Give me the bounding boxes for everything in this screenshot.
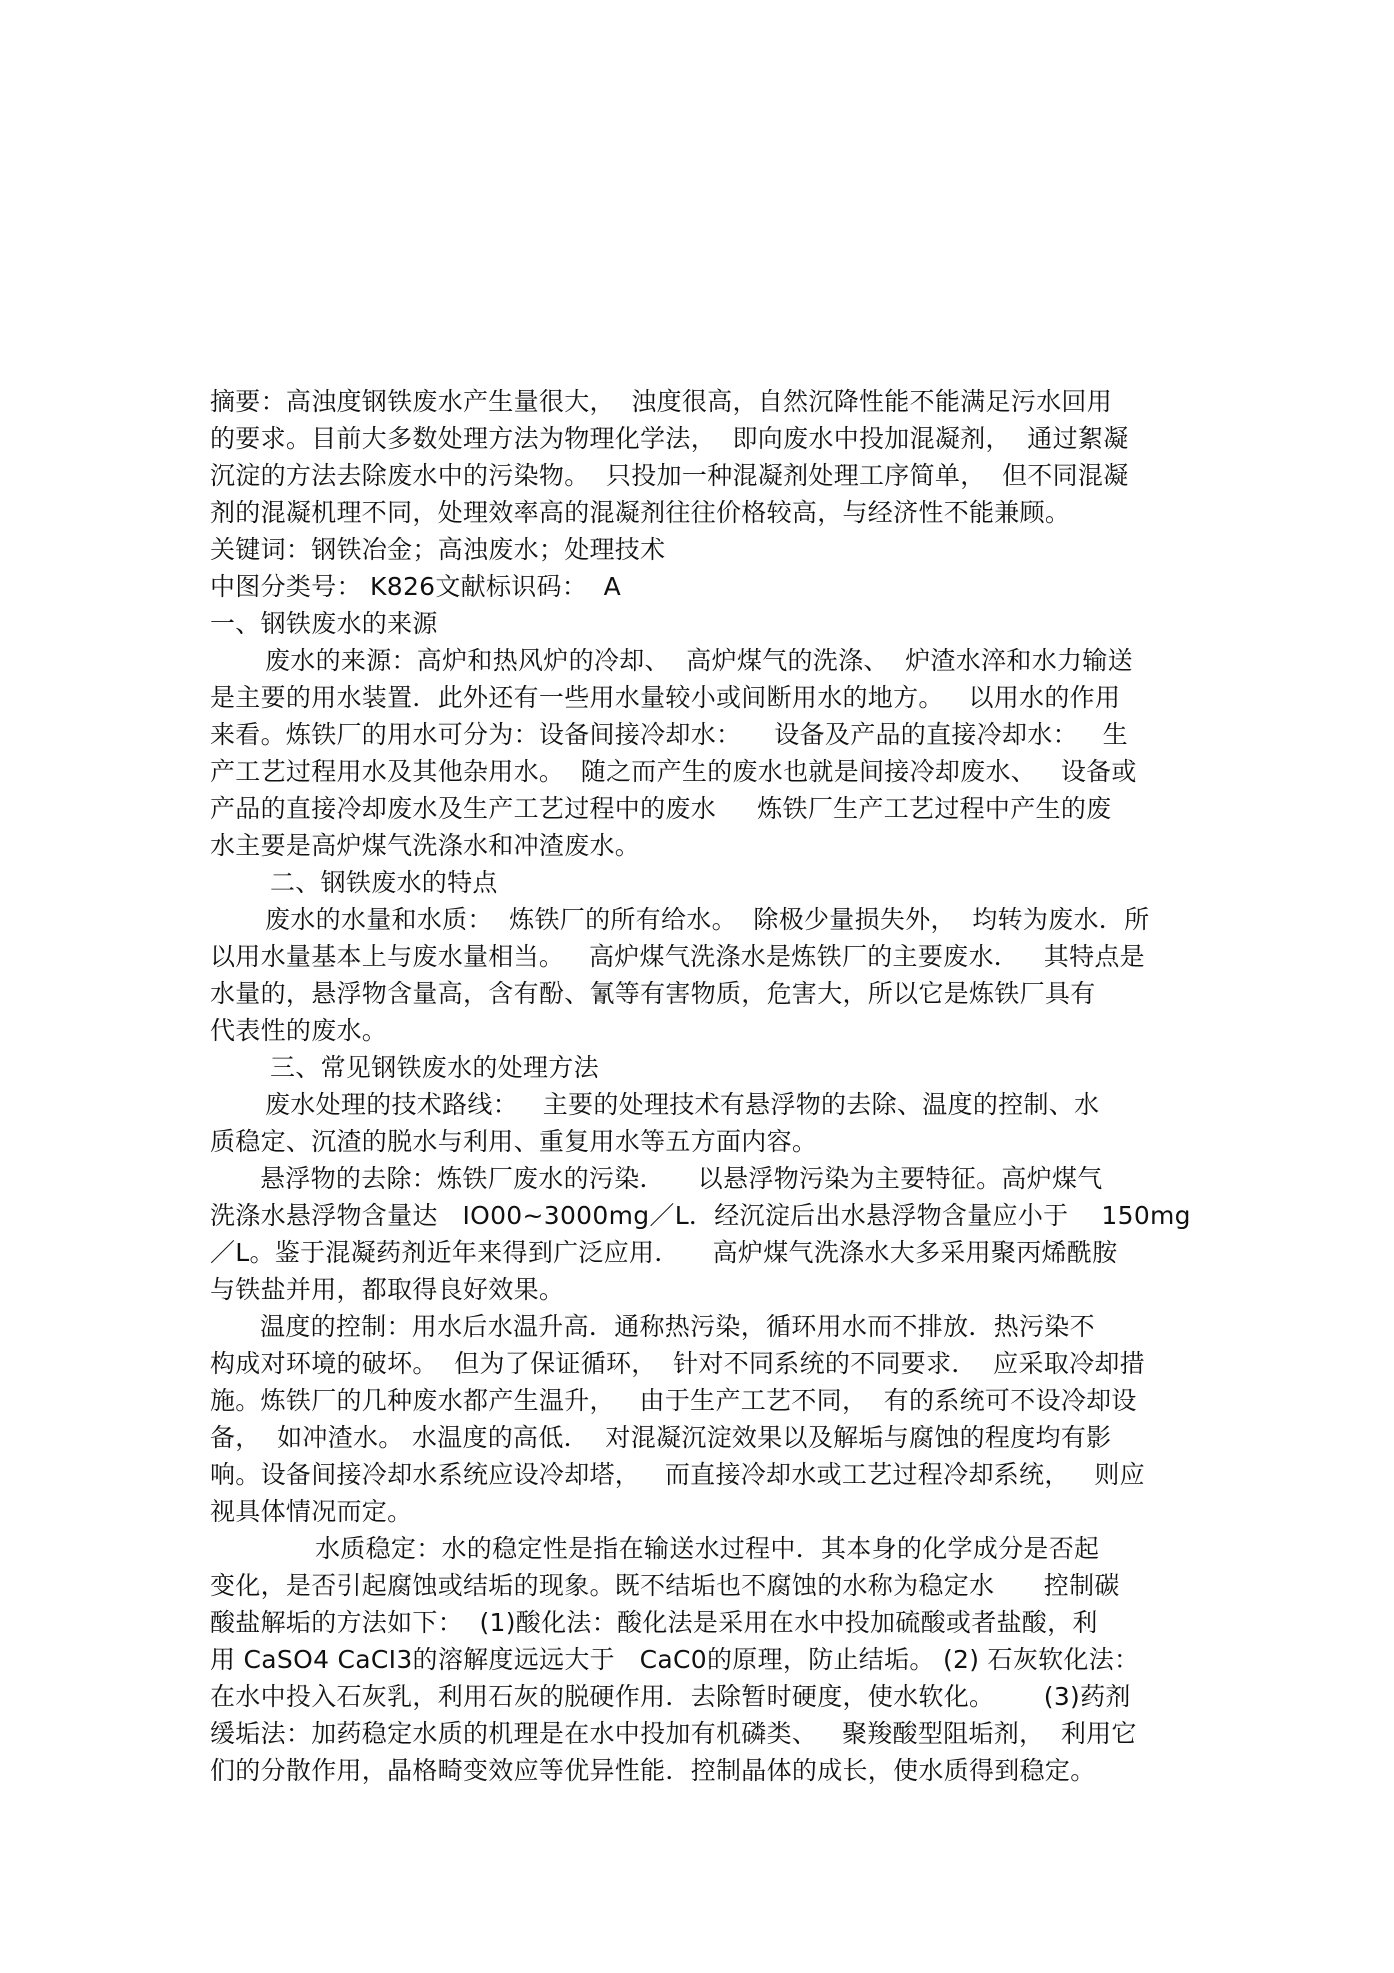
text-line: 二、钢铁废水的特点 (270, 868, 498, 897)
text-line: 一、钢铁废水的来源 (210, 609, 438, 638)
text-line: 水量的，悬浮物含量高，含有酚、氰等有害物质，危害大，所以它是炼铁厂具有 (210, 979, 1096, 1008)
text-line: 来看。炼铁厂的用水可分为：设备间接冷却水： 设备及产品的直接冷却水： 生 (210, 720, 1128, 749)
text-line: 产工艺过程用水及其他杂用水。 随之而产生的废水也就是间接冷却废水、 设备或 (210, 757, 1137, 786)
text-line: 废水的水量和水质： 炼铁厂的所有给水。 除极少量损失外， 均转为废水．所 (265, 905, 1150, 934)
text-line: 酸盐解垢的方法如下： (1)酸化法：酸化法是采用在水中投加硫酸或者盐酸，利 (210, 1608, 1098, 1637)
text-line: 用 CaSO4 CaCI3的溶解度远远大于 CaC0的原理，防止结垢。 (2) 石灰软化法： (210, 1645, 1140, 1674)
text-line: 悬浮物的去除：炼铁厂废水的污染． 以悬浮物污染为主要特征。高炉煤气 (260, 1164, 1103, 1193)
text-line: 备， 如冲渣水。 水温度的高低． 对混凝沉淀效果以及解垢与腐蚀的程度均有影 (210, 1423, 1112, 1452)
text-line: ／L。鉴于混凝药剂近年来得到广泛应用． 高炉煤气洗涤水大多采用聚丙烯酰胺 (210, 1238, 1118, 1267)
text-line: 构成对环境的破坏。 但为了保证循环， 针对不同系统的不同要求． 应采取冷却措 (210, 1349, 1145, 1378)
text-line: 沉淀的方法去除废水中的污染物。 只投加一种混凝剂处理工序简单， 但不同混凝 (210, 461, 1129, 490)
text-line: 变化，是否引起腐蚀或结垢的现象。既不结垢也不腐蚀的水称为稳定水 控制碳 (210, 1571, 1120, 1600)
text-line: 水主要是高炉煤气洗涤水和冲渣废水。 (210, 831, 641, 860)
text-line: 关键词：钢铁冶金；高浊废水；处理技术 (210, 535, 666, 564)
text-line: 在水中投入石灰乳，利用石灰的脱硬作用．去除暂时硬度，使水软化。 (3)药剂 (210, 1682, 1131, 1711)
text-line: 施。炼铁厂的几种废水都产生温升， 由于生产工艺不同， 有的系统可不设冷却设 (210, 1386, 1137, 1415)
text-line: 以用水量基本上与废水量相当。 高炉煤气洗涤水是炼铁厂的主要废水． 其特点是 (210, 942, 1145, 971)
text-line: 代表性的废水。 (210, 1016, 388, 1045)
text-line: 与铁盐并用，都取得良好效果。 (210, 1275, 565, 1304)
text-line: 质稳定、沉渣的脱水与利用、重复用水等五方面内容。 (210, 1127, 818, 1156)
text-line: 摘要：高浊度钢铁废水产生量很大， 浊度很高，自然沉降性能不能满足污水回用 (210, 387, 1112, 416)
text-line: 响。设备间接冷却水系统应设冷却塔， 而直接冷却水或工艺过程冷却系统， 则应 (210, 1460, 1145, 1489)
text-line: 三、常见钢铁废水的处理方法 (270, 1053, 599, 1082)
text-line: 视具体情况而定。 (210, 1497, 413, 1526)
text-line: 缓垢法：加药稳定水质的机理是在水中投加有机磷类、 聚羧酸型阻垢剂， 利用它 (210, 1719, 1137, 1748)
text-line: 废水的来源：高炉和热风炉的冷却、 高炉煤气的洗涤、 炉渣水淬和水力输送 (265, 646, 1133, 675)
text-line: 废水处理的技术路线： 主要的处理技术有悬浮物的去除、温度的控制、水 (265, 1090, 1100, 1119)
text-line: 的要求。目前大多数处理方法为物理化学法， 即向废水中投加混凝剂， 通过絮凝 (210, 424, 1129, 453)
text-line: 水质稳定：水的稳定性是指在输送水过程中．其本身的化学成分是否起 (315, 1534, 1100, 1563)
text-line: 是主要的用水装置．此外还有一些用水量较小或间断用水的地方。 以用水的作用 (210, 683, 1121, 712)
text-line: 温度的控制：用水后水温升高．通称热污染，循环用水而不排放．热污染不 (260, 1312, 1095, 1341)
text-line: 剂的混凝机理不同，处理效率高的混凝剂往往价格较高，与经济性不能兼顾。 (210, 498, 1071, 527)
text-line: 洗涤水悬浮物含量达 IO00~3000mg／L．经沉淀后出水悬浮物含量应小于 150mg (210, 1201, 1191, 1230)
document-body (210, 383, 1190, 1789)
text-line: 产品的直接冷却废水及生产工艺过程中的废水 炼铁厂生产工艺过程中产生的废 (210, 794, 1112, 823)
text-line: 们的分散作用，晶格畸变效应等优异性能．控制晶体的成长，使水质得到稳定。 (210, 1756, 1096, 1785)
text-line: 中图分类号： K826文献标识码： A (210, 572, 622, 601)
